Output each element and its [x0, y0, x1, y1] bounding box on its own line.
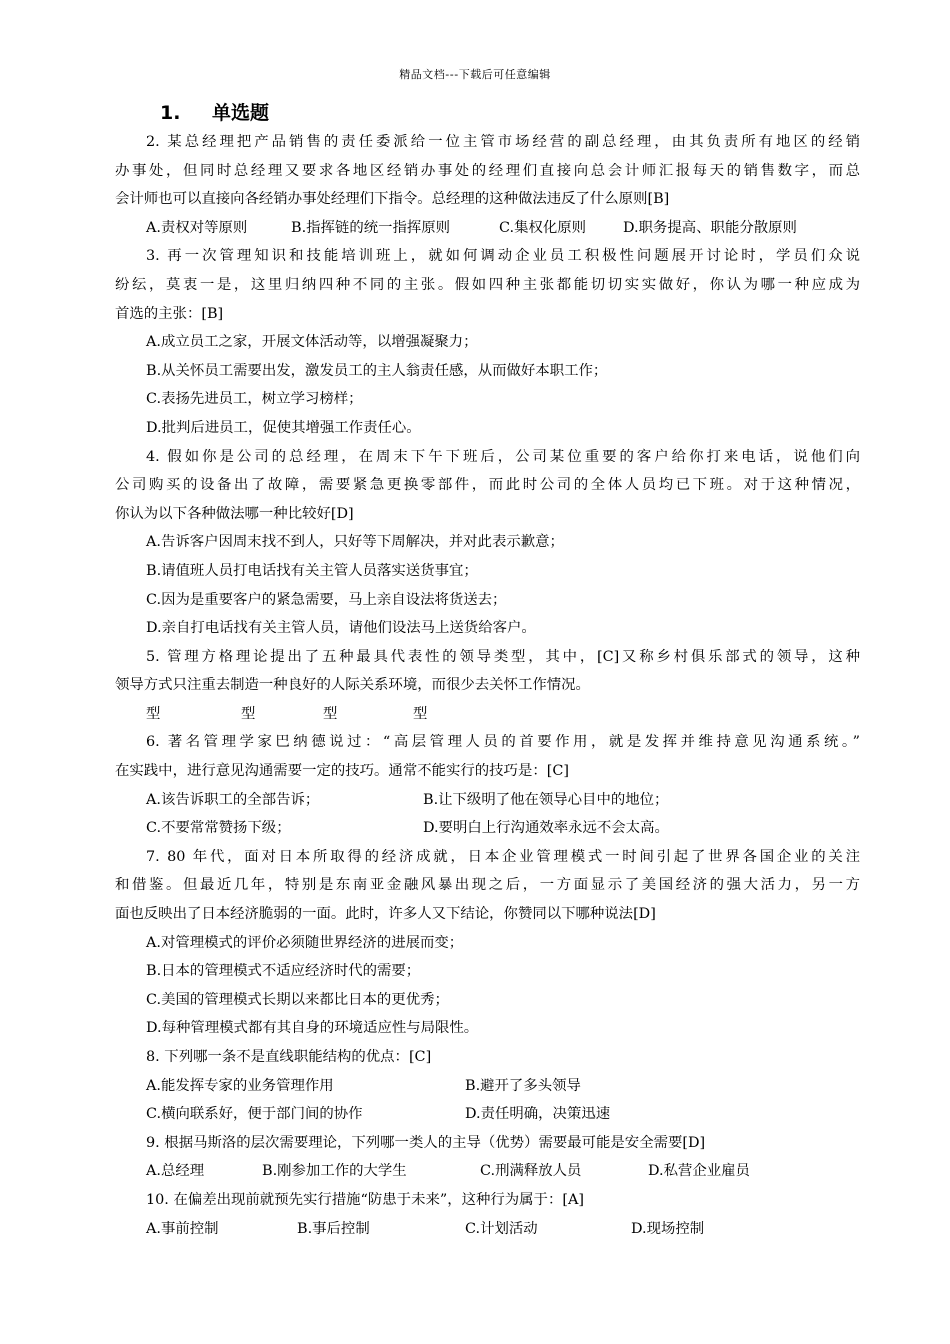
q2-option-b: B.指挥链的统一指挥原则	[291, 219, 451, 236]
q5-line-2: 领导方式只注重去制造一种良好的人际关系环境，而很少去关怀工作情况。	[115, 677, 590, 694]
q10-option-a: A.事前控制	[146, 1220, 219, 1237]
q9-option-a: A.总经理	[146, 1163, 205, 1180]
q8-option-a: A.能发挥专家的业务管理作用	[146, 1077, 334, 1094]
q9-option-b: B.刚参加工作的大学生	[262, 1163, 407, 1180]
q2-option-c: C.集权化原则	[499, 219, 587, 236]
q5-option-4: 型	[413, 705, 428, 722]
q3-line-3: 首选的主张：[B]	[115, 305, 224, 322]
q8-option-c: C.横向联系好，便于部门间的协作	[146, 1106, 363, 1123]
q7-option-a: A.对管理模式的评价必须随世界经济的进展而变；	[146, 934, 464, 951]
q8-options-row-1	[115, 1072, 860, 1101]
q7-line-1: 7. 80 年代，面对日本所取得的经济成就，日本企业管理模式一时间引起了世界各国企业的关注	[146, 848, 860, 865]
section-number: 1.	[160, 102, 181, 124]
q2-option-d: D.职务提高、职能分散原则	[623, 219, 797, 236]
q7-option-c: C.美国的管理模式长期以来都比日本的更优秀；	[146, 991, 449, 1008]
q6-option-a: A.该告诉职工的全部告诉；	[146, 791, 320, 808]
q7-line-3: 面也反映出了日本经济脆弱的一面。此时，许多人又下结论，你赞同以下哪种说法[D]	[115, 906, 656, 923]
q6-options-row-1	[115, 786, 860, 815]
q3-line-2: 纷纭，莫衷一是，这里归纳四种不同的主张。假如四种主张都能切切实实做好，你认为哪一种应成为	[115, 276, 860, 293]
q8-line-1: 8. 下列哪一条不是直线职能结构的优点：[C]	[146, 1049, 432, 1065]
q6-option-c: C.不要常常赞扬下级；	[146, 820, 291, 837]
q4-option-d: D.亲自打电话找有关主管人员，请他们设法马上送货给客户。	[146, 620, 536, 637]
q2-line-2: 办事处，但同时总经理又要求各地区经销办事处的经理们直接向总会计师汇报每天的销售数字，而总	[115, 162, 860, 179]
q2-options	[115, 214, 860, 243]
q5-option-3: 型	[323, 705, 338, 722]
q6-option-b: B.让下级明了他在领导心目中的地位；	[423, 791, 669, 808]
q9-line-1: 9. 根据马斯洛的层次需要理论，下列哪一类人的主导（优势）需要最可能是安全需要[D]	[146, 1134, 706, 1151]
q3-line-1: 3. 再一次管理知识和技能培训班上，就如何调动企业员工积极性问题展开讨论时，学员们众说	[146, 248, 860, 265]
q8-options-row-2	[115, 1100, 860, 1129]
q10-option-c: C.计划活动	[465, 1220, 538, 1237]
section-title	[160, 98, 269, 125]
q7-option-d: D.每种管理模式都有其自身的环境适应性与局限性。	[146, 1020, 479, 1037]
question-list	[115, 128, 860, 1243]
q8-option-d: D.责任明确，决策迅速	[465, 1106, 611, 1123]
q10-option-b: B.事后控制	[297, 1220, 370, 1237]
q7-line-2: 和借鉴。但最近几年，特别是东南亚金融风暴出现之后，一方面显示了美国经济的强大活力，另一方	[115, 877, 860, 894]
q4-line-2: 公司购买的设备出了故障，需要紧急更换零部件，而此时公司的全体人员均已下班。对于这种情况，	[115, 477, 860, 494]
q2-line-3: 会计师也可以直接向各经销办事处经理们下指令。总经理的这种做法违反了什么原则[B]	[115, 191, 670, 208]
q3-option-c: C.表扬先进员工，树立学习榜样；	[146, 391, 363, 408]
q6-line-1: 6. 著名管理学家巴纳德说过：“高层管理人员的首要作用，就是发挥并维持意见沟通系统。”	[146, 734, 860, 751]
section-title-text: 单选题	[212, 102, 270, 124]
q9-option-d: D.私营企业雇员	[648, 1163, 750, 1180]
q3-option-a: A.成立员工之家，开展文体活动等，以增强凝聚力；	[146, 334, 478, 351]
q6-option-d: D.要明白上行沟通效率永远不会太高。	[423, 820, 669, 837]
q10-line-1: 10. 在偏差出现前就预先实行措施“防患于未来”，这种行为属于：[A]	[146, 1191, 584, 1208]
q5-line-1: 5. 管理方格理论提出了五种最具代表性的领导类型，其中，[C]又称乡村俱乐部式的领导，这种	[146, 648, 860, 665]
q4-option-c: C.因为是重要客户的紧急需要，马上亲自设法将货送去；	[146, 591, 507, 608]
q4-option-a: A.告诉客户因周末找不到人，只好等下周解决，并对此表示歉意；	[146, 534, 564, 551]
q10-option-d: D.现场控制	[631, 1220, 705, 1237]
q9-options	[115, 1157, 860, 1186]
q3-option-d: D.批判后进员工，促使其增强工作责任心。	[146, 419, 421, 436]
q4-line-3: 你认为以下各种做法哪一种比较好[D]	[115, 505, 354, 522]
q7-option-b: B.日本的管理模式不适应经济时代的需要；	[146, 963, 421, 980]
q2-line-1: 2. 某总经理把产品销售的责任委派给一位主管市场经营的副总经理，由其负责所有地区的经销	[146, 134, 860, 150]
q9-option-c: C.刑满释放人员	[480, 1163, 582, 1180]
q8-option-b: B.避开了多头领导	[465, 1077, 581, 1094]
q6-options-row-2	[115, 814, 860, 843]
q5-option-2: 型	[241, 705, 256, 722]
q4-line-1: 4. 假如你是公司的总经理，在周末下午下班后，公司某位重要的客户给你打来电话，说他们向	[146, 448, 860, 465]
q4-option-b: B.请值班人员打电话找有关主管人员落实送货事宜；	[146, 562, 478, 579]
page-header: 精品文档---下载后可任意编辑	[399, 68, 551, 81]
q2-option-a: A.责权对等原则	[146, 219, 248, 236]
q5-options	[115, 700, 860, 729]
q10-options	[115, 1215, 860, 1244]
q6-line-2: 在实践中，进行意见沟通需要一定的技巧。通常不能实行的技巧是：[C]	[115, 763, 569, 780]
q3-option-b: B.从关怀员工需要出发，激发员工的主人翁责任感，从而做好本职工作；	[146, 362, 608, 379]
q5-option-1: 型	[146, 705, 161, 722]
